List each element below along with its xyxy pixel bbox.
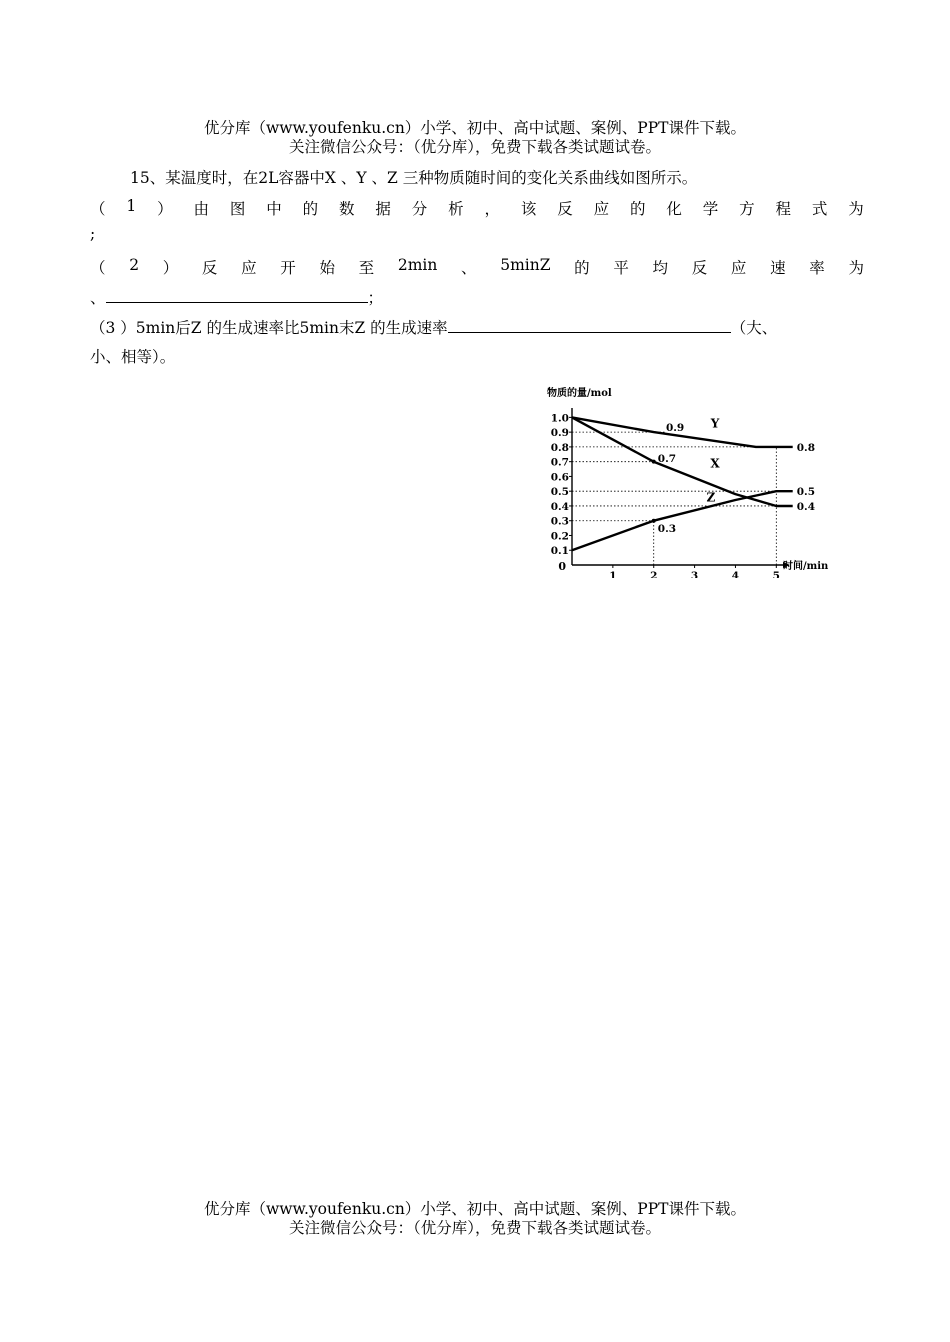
question-1-token: ， — [484, 200, 500, 218]
y-tick-label: 0.5 — [550, 486, 569, 499]
value-annotation: 0.9 — [665, 421, 685, 434]
y-tick-label: 0.7 — [550, 456, 569, 469]
question-2-token: 反 — [691, 259, 708, 277]
question-1-token: 的 — [629, 200, 646, 218]
question-2-token: 2min — [397, 256, 438, 274]
y-tick-label: 0.2 — [550, 530, 569, 543]
y-tick-label: 0.9 — [550, 427, 569, 440]
question-2-token: 开 — [280, 259, 296, 277]
question-2-token: 始 — [319, 259, 335, 277]
page-header — [0, 119, 950, 157]
question-1-token: 化 — [666, 200, 682, 218]
question-1-token: 1 — [126, 197, 137, 215]
page-footer — [0, 1200, 950, 1238]
footer-line-2: 关注微信公众号：（优分库），免费下载各类试题试卷。 — [288, 1219, 661, 1237]
x-tick-label: 1 — [609, 570, 617, 578]
question-1-token: 方 — [739, 200, 755, 218]
origin-label: 0 — [558, 560, 566, 573]
question-1-token: 该 — [520, 200, 537, 218]
question-2-token: （ — [90, 259, 106, 277]
question-1-token: 程 — [775, 200, 791, 218]
amount-time-chart — [545, 378, 835, 578]
question-2-token: 率 — [809, 259, 825, 277]
question-1-token: 应 — [593, 200, 610, 218]
question-2-token: 应 — [241, 259, 257, 277]
question-3-after: （大、 — [730, 319, 778, 337]
question-2-token: 5minZ — [500, 256, 551, 274]
question-2-token: 速 — [770, 259, 786, 277]
question-1-token: 学 — [702, 200, 719, 218]
question-1-token: 的 — [302, 200, 319, 218]
question-2-token: 平 — [613, 259, 629, 277]
y-tick-label: 0.4 — [550, 500, 569, 513]
x-axis-label: 时间/min — [783, 561, 829, 572]
y-tick-label: 0.3 — [550, 515, 569, 528]
question-1-token: 数 — [338, 200, 355, 218]
series-label-z: Z — [706, 490, 716, 505]
question-2-token: 2 — [129, 256, 140, 274]
y-tick-label: 0.8 — [550, 441, 569, 454]
question-intro: 15、某温度时，在2L容器中X 、Y 、Z 三种物质随时间的变化关系曲线如图所示。 — [130, 169, 698, 187]
question-2-token: 均 — [652, 259, 669, 277]
question-2-token: ） — [162, 259, 179, 277]
x-tick-label: 2 — [650, 570, 658, 578]
y-axis-label: 物质的量/mol — [547, 388, 612, 399]
value-annotation: 0.7 — [657, 452, 677, 465]
y-tick-label: 0.6 — [550, 471, 569, 484]
question-2-line — [90, 256, 864, 278]
y-tick-label: 1.0 — [550, 412, 569, 425]
value-annotation: 0.4 — [796, 500, 816, 513]
answer-blank-2[interactable] — [106, 288, 368, 303]
question-2-token: 的 — [574, 259, 590, 277]
question-1-end: ; — [90, 225, 96, 243]
header-line-1: 优分库（www.youfenku.cn）小学、初中、高中试题、案例、PPT课件下载。 — [203, 119, 747, 137]
header-line-2: 关注微信公众号：（优分库），免费下载各类试题试卷。 — [288, 138, 661, 156]
question-1-line — [90, 197, 864, 219]
question-3-line — [90, 316, 880, 338]
series-label-x: X — [710, 456, 720, 471]
x-tick-label: 5 — [772, 570, 780, 578]
question-1-token: 析 — [448, 200, 464, 218]
question-1-token: 据 — [375, 200, 391, 218]
question-2-token: 应 — [730, 259, 747, 277]
question-1-token: 图 — [229, 200, 246, 218]
question-2-prefix: 、 — [90, 289, 106, 307]
question-1-token: 由 — [193, 200, 209, 218]
question-1-token: 为 — [848, 200, 864, 218]
answer-blank-3[interactable] — [448, 318, 731, 333]
value-annotation: 0.3 — [657, 523, 677, 536]
question-2-token: 至 — [358, 259, 375, 277]
footer-line-1: 优分库（www.youfenku.cn）小学、初中、高中试题、案例、PPT课件下载。 — [203, 1200, 747, 1218]
value-annotation: 0.5 — [796, 486, 816, 499]
question-2-end: ； — [367, 289, 384, 307]
question-1-token: 中 — [266, 200, 282, 218]
question-2-token: 、 — [461, 259, 477, 277]
question-2-answer-line — [90, 286, 864, 308]
question-1-token: 分 — [411, 200, 428, 218]
question-3-text: （3 ）5min后Z 的生成速率比5min末Z 的生成速率 — [90, 319, 448, 337]
y-tick-label: 0.1 — [550, 545, 569, 558]
question-3-line-2: 小、相等）。 — [90, 348, 176, 366]
x-tick-label: 4 — [731, 570, 740, 578]
question-1-token: 式 — [811, 200, 828, 218]
question-1-token: （ — [90, 200, 106, 218]
question-1-token: ） — [157, 200, 173, 218]
series-label-y: Y — [710, 416, 720, 431]
data-point — [652, 519, 656, 523]
value-annotation: 0.8 — [796, 441, 816, 454]
data-point — [652, 460, 656, 464]
question-2-token: 为 — [848, 259, 864, 277]
question-1-token: 反 — [557, 200, 573, 218]
x-tick-label: 3 — [690, 570, 699, 578]
question-2-token: 反 — [201, 259, 218, 277]
